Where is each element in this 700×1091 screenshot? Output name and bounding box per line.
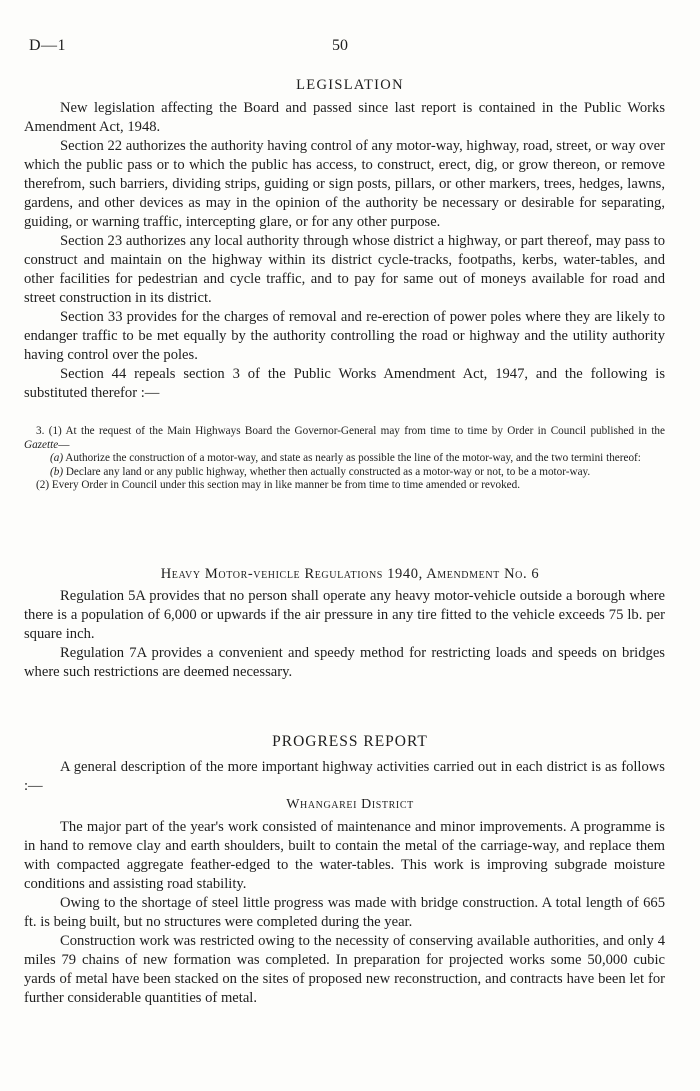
progress-intro-block [24, 758, 665, 796]
regulation-paragraph: Regulation 7A provides a convenient and speedy method for restricting loads and speeds on bridges where such restrictions are deemed necessary. [24, 645, 665, 680]
legislation-paragraph: New legislation affecting the Board and passed since last report is contained in the Public Works Amendment Act, 1948. [24, 100, 665, 135]
quote-item-b: (b) Declare any land or any public highway, whether then actually constructed as a motor-way or not, to be a motor-way. [50, 465, 591, 478]
legislation-paragraph: Section 22 authorizes the authority having control of any motor-way, highway, road, street, or way over which the public pass or to which the public has access, to construct, erect, dig, or grow thereon, or remove therefrom, such barriers, dividing strips, guiding or sign posts, pillars, or other markers, trees, hedges, lawns, gardens, and other devices as may in the opinion of the authority be necessary or desirable for separating, guiding, or warning traffic, intercepting glare, or for any other purpose. [24, 138, 665, 230]
quoted-section [24, 425, 665, 493]
district-heading: Whangarei District [286, 797, 414, 812]
district-paragraph: Construction work was restricted owing to the necessity of conserving available authorities, and only 4 miles 79 chains of new formation was completed. In preparation for projected works some 50,000 cubic yards of metal have been stacked on the sites of proposed new reconstruction, and contracts have been let for further considerable quantities of metal. [24, 933, 665, 1006]
legislation-paragraph: Section 33 provides for the charges of removal and re-erection of power poles where they are likely to endanger traffic to be met equally by the authority controlling the road or highway and the utility authority having control over the poles. [24, 309, 665, 363]
gazette-italic: Gazette [24, 438, 59, 451]
quote-intro: 3. (1) At the request of the Main Highways Board the Governor-General may from time to time by Order in Council published in the Gazette— [24, 425, 665, 451]
heavy-motor-heading: Heavy Motor-vehicle Regulations 1940, Amendment No. 6 [160, 566, 540, 582]
district-paragraph: Owing to the shortage of steel little progress was made with bridge construction. A total length of 665 ft. is being built, but no structures were completed during the year. [24, 895, 665, 930]
regulation-paragraph: Regulation 5A provides that no person shall operate any heavy motor-vehicle outside a borough where there is a population of 6,000 or upwards if the air pressure in any tire fitted to the vehicle exceeds 75 lb. per square inch. [24, 588, 665, 642]
page-number: 50 [332, 37, 348, 54]
legislation-paragraph: Section 23 authorizes any local authority through whose district a highway, or part thereof, may pass to construct and maintain on the highway within its district cycle-tracks, footpaths, kerbs, water-tables, and other facilities for pedestrian and cycle traffic, and to pay for same out of moneys available for road and street construction in its district. [24, 233, 665, 306]
legislation-paragraph: Section 44 repeals section 3 of the Public Works Amendment Act, 1947, and the following is substituted therefor :— [24, 366, 665, 401]
heavy-motor-body [24, 587, 665, 682]
district-body [24, 818, 665, 1008]
progress-heading: PROGRESS REPORT [272, 733, 428, 750]
page-code: D—1 [29, 37, 67, 54]
legislation-body [24, 99, 665, 403]
district-paragraph: The major part of the year's work consisted of maintenance and minor improvements. A programme is in hand to remove clay and earth shoulders, built to contain the metal of the carriage-way, and replace them with compacted aggregate feather-edged to the water-tables. This work is improving subgrade moisture conditions and assisting road stability. [24, 819, 665, 892]
quote-clause-2: (2) Every Order in Council under this section may in like manner be from time to time amended or revoked. [36, 479, 521, 492]
quote-item-a: (a) Authorize the construction of a motor-way, and state as nearly as possible the line of the motor-way, and the two termini thereof: [50, 452, 641, 465]
progress-intro: A general description of the more important highway activities carried out in each district is as follows :— [24, 759, 665, 794]
legislation-heading: LEGISLATION [296, 77, 404, 93]
